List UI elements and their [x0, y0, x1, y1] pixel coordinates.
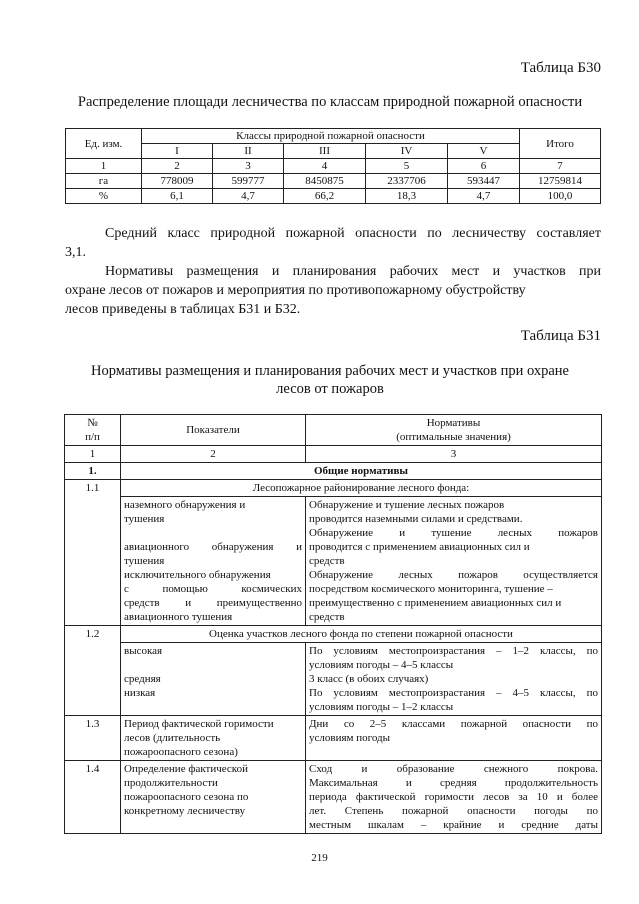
- cell-line: условиям погоды: [309, 732, 391, 744]
- row-number: 1.3: [65, 716, 121, 761]
- cell-line: пожароопасного сезона): [124, 746, 238, 758]
- table-b30: [65, 128, 601, 204]
- norm-cell: [306, 716, 602, 761]
- cell-line: высокая: [124, 645, 163, 657]
- cell-line: По условиям местопроизрастания – 4–5 классы, по: [309, 687, 598, 699]
- table-cell: 8450875: [284, 174, 366, 189]
- table-cell: 2337706: [366, 174, 448, 189]
- cell-line: Обнаружение и тушение лесных пожаров: [309, 499, 505, 511]
- cell-line: условиям погоды – 1–2 классы: [309, 701, 454, 713]
- cell-line: конкретному лесничеству: [124, 805, 246, 817]
- cell-line: авиационного тушения: [124, 611, 233, 623]
- table-cell: 1: [65, 446, 121, 463]
- table-cell: 599777: [213, 174, 284, 189]
- table-b30-title: Распределение площади лесничества по классам природной пожарной опасности: [77, 94, 583, 110]
- table-row: [65, 480, 602, 497]
- row-number: 1.4: [65, 761, 121, 834]
- cell-line: посредством космического мониторинга, тушение –: [309, 583, 553, 595]
- cell-line: лесов (длительность: [124, 732, 221, 744]
- table-cell: 593447: [448, 174, 520, 189]
- cell-line: тушения: [124, 513, 165, 525]
- class-label: III: [284, 144, 366, 159]
- table-cell: га: [66, 174, 142, 189]
- indicator-cell: [121, 497, 306, 626]
- paragraph-average-class: [65, 224, 601, 262]
- table-cell: 7: [520, 159, 601, 174]
- col-number-header: [65, 415, 121, 446]
- row-title: Лесопожарное районирование лесного фонда:: [121, 480, 602, 497]
- cell-line: местным шкалам – крайние и средние даты: [309, 819, 598, 831]
- cell-line: средств: [309, 555, 345, 567]
- table-cell: 3: [306, 446, 602, 463]
- table-cell: 5: [366, 159, 448, 174]
- header-line: Нормативы: [426, 417, 481, 429]
- table-cell: 2: [142, 159, 213, 174]
- table-row: [65, 643, 602, 716]
- table-cell: 4,7: [448, 189, 520, 204]
- indicator-cell: [121, 643, 306, 716]
- header-line: п/п: [85, 431, 100, 443]
- paragraph-line: 3,1.: [65, 245, 86, 260]
- cell-line: Максимальная и средняя продолжительность: [309, 777, 598, 789]
- cell-line: Определение фактической: [124, 763, 248, 775]
- cell-line: Обнаружение лесных пожаров осуществляется: [309, 569, 598, 581]
- section-number: 1.: [65, 463, 121, 480]
- index-row: [65, 446, 602, 463]
- cell-line: пожароопасного сезона по: [124, 791, 249, 803]
- cell-line: низкая: [124, 687, 156, 699]
- cell-line: тушения: [124, 555, 165, 567]
- class-label: I: [142, 144, 213, 159]
- col-total-header: Итого: [520, 129, 601, 159]
- table-cell: 18,3: [366, 189, 448, 204]
- table-cell: 6,1: [142, 189, 213, 204]
- indicator-cell: [121, 761, 306, 834]
- table-cell: 3: [213, 159, 284, 174]
- cell-line: проводится с применением авиационных сил и: [309, 541, 530, 553]
- title-line: лесов от пожаров: [276, 381, 384, 397]
- cell-line: [124, 526, 302, 540]
- cell-line: Обнаружение и тушение лесных пожаров: [309, 527, 598, 539]
- table-header-row: [65, 415, 602, 446]
- cell-line: [124, 658, 302, 672]
- paragraph-line: охране лесов от пожаров и мероприятия по противопожарному обустройству: [65, 283, 526, 298]
- class-label: V: [448, 144, 520, 159]
- cell-line: проводится наземными силами и средствами.: [309, 513, 523, 525]
- norm-cell: [306, 761, 602, 834]
- cell-line: преимущественно с применением авиационных сил и: [309, 597, 562, 609]
- cell-line: продолжительности: [124, 777, 218, 789]
- table-b31: [64, 414, 602, 834]
- table-b30-label: Таблица Б30: [520, 60, 601, 76]
- table-row: [66, 189, 601, 204]
- table-cell: %: [66, 189, 142, 204]
- header-line: №: [87, 417, 98, 429]
- index-row: [66, 159, 601, 174]
- col-unit-header: Ед. изм.: [66, 129, 142, 159]
- section-row: [65, 463, 602, 480]
- cell-line: исключительного обнаружения: [124, 569, 271, 581]
- title-line: Нормативы размещения и планирования рабочих мест и участков при охране: [91, 363, 569, 379]
- page-number: 219: [311, 852, 328, 864]
- cell-line: наземного обнаружения и: [124, 499, 246, 511]
- table-cell: 1: [66, 159, 142, 174]
- section-title: Общие нормативы: [121, 463, 602, 480]
- cell-line: [124, 700, 302, 714]
- row-title: Оценка участков лесного фонда по степени пожарной опасности: [121, 626, 602, 643]
- cell-line: Сход и образование снежного покрова.: [309, 763, 598, 775]
- cell-line: условиям погоды – 4–5 классы: [309, 659, 454, 671]
- cell-line: средняя: [124, 673, 161, 685]
- table-cell: 6: [448, 159, 520, 174]
- table-row: [65, 626, 602, 643]
- class-label: II: [213, 144, 284, 159]
- cell-line: лет. Степень пожарной опасности погоды по: [309, 805, 598, 817]
- paragraph-line: лесов приведены в таблицах Б31 и Б32.: [65, 302, 301, 317]
- norm-cell: [306, 497, 602, 626]
- table-row: [65, 716, 602, 761]
- col-indicators-header: Показатели: [121, 415, 306, 446]
- table-cell: 2: [121, 446, 306, 463]
- table-row: [65, 761, 602, 834]
- table-cell: 4: [284, 159, 366, 174]
- indicator-cell: [121, 716, 306, 761]
- paragraph-line: Нормативы размещения и планирования рабочих мест и участков при: [105, 264, 601, 279]
- cell-line: По условиям местопроизрастания – 1–2 классы, по: [309, 645, 598, 657]
- table-cell: 12759814: [520, 174, 601, 189]
- cell-line: средств и преимущественно: [124, 597, 302, 609]
- table-header-row: [66, 129, 601, 144]
- cell-line: с помощью космических: [124, 583, 302, 595]
- header-line: (оптимальные значения): [396, 431, 511, 443]
- table-cell: 100,0: [520, 189, 601, 204]
- table-row: [66, 174, 601, 189]
- norm-cell: [306, 643, 602, 716]
- table-b31-label: Таблица Б31: [520, 328, 601, 344]
- cell-line: периода фактической горимости лесов за 10 и более: [309, 791, 598, 803]
- paragraph-line: Средний класс природной пожарной опасности по лесничеству составляет: [105, 226, 601, 241]
- cell-line: авиационного обнаружения и: [124, 541, 302, 553]
- table-row: [65, 497, 602, 626]
- row-number: 1.2: [65, 626, 121, 716]
- class-label: IV: [366, 144, 448, 159]
- row-number: 1.1: [65, 480, 121, 626]
- table-cell: 66,2: [284, 189, 366, 204]
- cell-line: Дни со 2–5 классами пожарной опасности по: [309, 718, 598, 730]
- table-cell: 778009: [142, 174, 213, 189]
- cell-line: средств: [309, 611, 345, 623]
- cell-line: 3 класс (в обоих случаях): [309, 673, 429, 685]
- paragraph-norms: [65, 262, 601, 319]
- table-cell: 4,7: [213, 189, 284, 204]
- col-classes-header: Классы природной пожарной опасности: [142, 129, 520, 144]
- col-norms-header: [306, 415, 602, 446]
- cell-line: Период фактической горимости: [124, 718, 274, 730]
- table-b31-title: [40, 362, 620, 398]
